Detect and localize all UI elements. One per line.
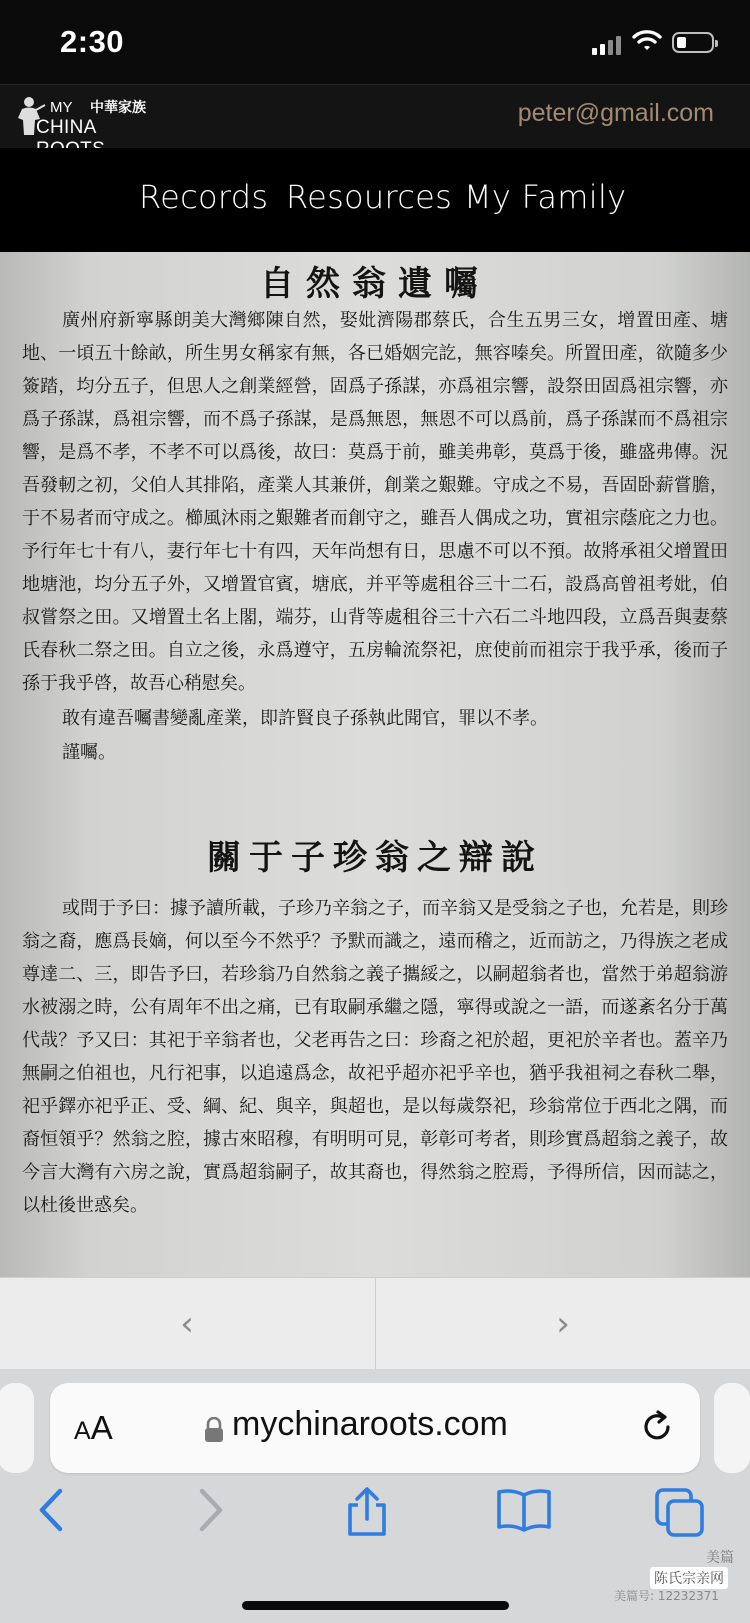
- will-warning-paragraph: 敢有違吾囑書變亂產業，即許賢良子孫執此聞官，罪以不孝。: [62, 708, 548, 729]
- nav-my-family[interactable]: My Family: [464, 178, 627, 216]
- nav-resources[interactable]: Resources: [286, 178, 453, 216]
- next-tab-peek[interactable]: [714, 1383, 750, 1473]
- aa-large-glyph: A: [90, 1409, 113, 1446]
- document-title-discussion: 關于子珍翁之辯說: [207, 838, 543, 878]
- chevron-right-icon: ›: [556, 1304, 570, 1344]
- status-bar: [0, 0, 750, 84]
- discussion-paragraph: 或問于予曰：據予讀所載，子珍乃辛翁之子，而辛翁又是受翁之子也，允若是，則珍翁之裔，應爲長嫡，何以至今不然乎？予默而識之，遠而稽之，近而訪之，乃得族之老成尊達二、三，即告予曰，若珍翁乃自然翁之義子攜綏之，以嗣超翁者也，當然于弟超翁游水被溺之時，公有周年不出之痛，已有取嗣承繼之隱，寧得或說之一語，而遂紊名分于萬代哉？予又曰：其祀于辛翁者也，父老再告之曰：珍裔之祀於超，更祀於辛者也。蓋辛乃無嗣之伯祖也，凡行祀事，以追遠爲念，故祀乎超亦祀乎辛也，猶乎我祖祠之春秋二舉，祀乎鐸亦祀乎正、受、綱、紀、與辛，與超也，是以每歲祭祀，珍翁常位于西北之隅，而裔恒領乎？然翁之腔，據古來昭穆，有明明可見，彰彰可考者，則珍實爲超翁之義子，故今言大灣有六房之說，實爲超翁嗣子，故其裔也，得然翁之腔焉，予得所信，因而誌之，以杜後世惑矣。: [22, 898, 728, 1216]
- reload-icon[interactable]: [638, 1408, 676, 1446]
- scanned-document: [0, 252, 750, 1277]
- user-email-link[interactable]: peter@gmail.com: [517, 99, 714, 127]
- site-logo[interactable]: [16, 95, 166, 141]
- prev-tab-peek[interactable]: [0, 1383, 34, 1473]
- will-closing: 謹囑。: [62, 742, 116, 763]
- logo-my-text: MY: [50, 99, 73, 116]
- prev-page-button[interactable]: [0, 1278, 374, 1370]
- chevron-left-icon: ‹: [180, 1304, 194, 1344]
- battery-icon: [672, 32, 714, 53]
- back-icon[interactable]: [36, 1487, 66, 1533]
- site-header: [0, 84, 750, 149]
- share-icon[interactable]: [344, 1487, 390, 1537]
- text-size-button[interactable]: [74, 1409, 113, 1447]
- document-title-will: 自然翁遺囑: [260, 264, 490, 304]
- watermark-site: 陈氏宗亲网: [650, 1567, 728, 1589]
- bookmarks-icon[interactable]: [496, 1487, 552, 1533]
- main-nav: [0, 148, 750, 252]
- nav-records[interactable]: Records: [139, 178, 269, 216]
- lock-icon: [204, 1417, 224, 1443]
- browser-toolbar: [0, 1369, 750, 1623]
- watermark-id: 美篇号: 12232371: [614, 1589, 719, 1603]
- forward-icon[interactable]: [196, 1487, 226, 1533]
- image-pager: [0, 1277, 750, 1370]
- address-bar[interactable]: [50, 1383, 700, 1473]
- url-text[interactable]: mychinaroots.com: [232, 1405, 508, 1443]
- home-indicator[interactable]: [242, 1601, 509, 1610]
- wifi-icon: [632, 28, 662, 52]
- will-paragraph: 廣州府新寧縣朗美大灣鄉陳自然，娶妣濟陽郡蔡氏，合生五男三女，增置田產、塘地、一頃五十餘畝，所生男女稱家有無，各已婚姻完訖，無容嗪矣。所置田產，欲隨多少簽踏，均分五子，但思人之創業經營，固爲子孫謀，亦爲祖宗響，設祭田固爲祖宗響，亦爲子孫謀，爲祖宗響，而不爲子孫謀，是爲無恩，無恩不可以爲前，爲子孫謀而不爲祖宗響，是爲不孝，不孝不可以爲後，故曰：莫爲于前，雖美弗彰，莫爲于後，雖盛弗傳。況吾發軔之初，父伯人其排陷，產業人其兼併，創業之艱難。守成之不易，吾固卧薪嘗膽，于不易者而守成之。櫛風沐雨之艱難者而創守之，雖吾人偶成之功，實祖宗蔭庇之力也。予行年七十有八，妻行年七十有四，天年尚想有日，思慮不可以不預。故將承祖父增置田地塘池，均分五子外，又增置官賓，塘底，并平等處租谷三十二石，設爲高曾祖考妣，伯叔嘗祭之田。又增置土名上閣，端芬，山背等處租谷三十六石二斗地四段，立爲吾與妻蔡氏春秋二祭之田。自立之後，永爲遵守，五房輪流祭祀，庶使前而祖宗于我乎承，後而子孫于我乎啓，故吾心稍慰矣。: [22, 310, 728, 694]
- logo-roots-text: CHINA: [36, 117, 96, 138]
- status-time: 2:30: [60, 24, 125, 59]
- signal-icon: [592, 33, 621, 55]
- aa-small-glyph: A: [74, 1417, 91, 1445]
- watermark-meipian: 美篇: [706, 1550, 734, 1566]
- tabs-icon[interactable]: [654, 1487, 706, 1537]
- logo-chinese-text: 中華家族: [90, 100, 146, 116]
- next-page-button[interactable]: [376, 1278, 750, 1370]
